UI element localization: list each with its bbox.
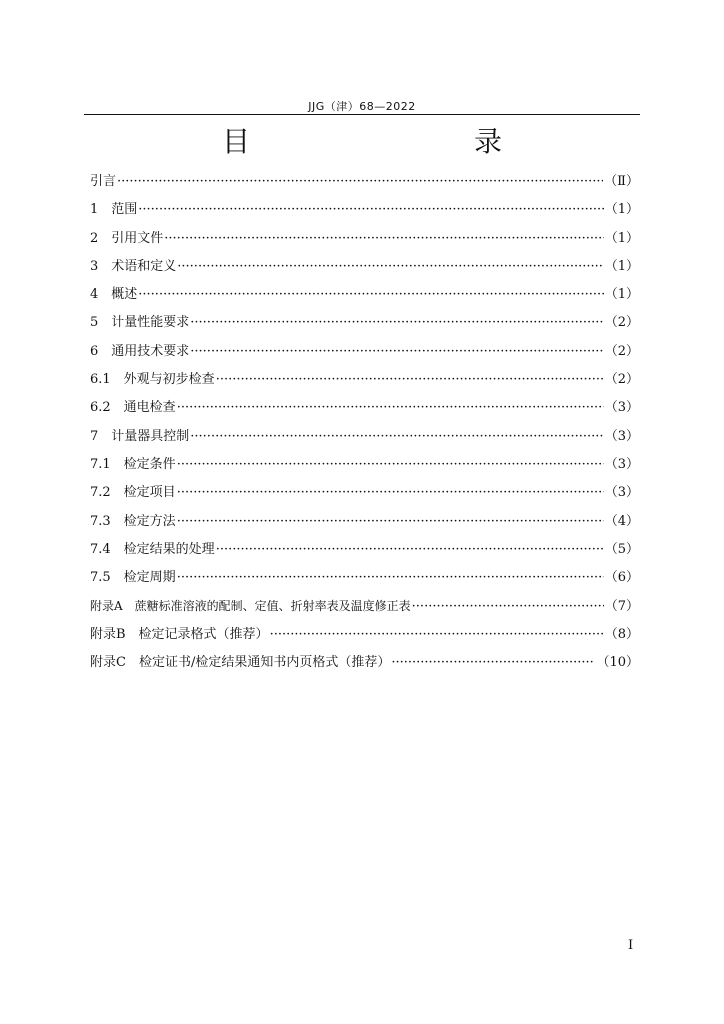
toc-entry-label: 1 范围 [90,202,138,218]
toc-leader-dots [190,338,603,366]
toc-entry-verification-conditions[interactable] [90,451,639,479]
toc-entry-page: （1） [604,230,639,246]
toc-leader-dots [216,536,604,564]
toc-entry-page: （3） [604,428,639,444]
toc-leader-dots [117,168,603,196]
toc-leader-dots [177,253,603,281]
toc-leader-dots [138,281,603,309]
toc-entry-page: （6） [604,570,639,586]
toc-entry-label: 附录C 检定证书/检定结果通知书内页格式（推荐） [90,655,391,671]
toc-entry-page: （2） [604,343,639,359]
toc-entry-label: 7.2 检定项目 [90,485,176,501]
toc-entry-page: （1） [604,202,639,218]
toc-leader-dots [177,479,604,507]
toc-entry-label: 7.3 检定方法 [90,513,176,529]
toc-leader-dots [412,593,604,621]
toc-entry-label: 6 通用技术要求 [90,343,190,359]
toc-entry-page: （Ⅱ） [604,174,639,189]
toc-entry-label: 附录B 检定记录格式（推荐） [90,626,269,642]
header-divider [84,114,640,115]
toc-entry-general-technical-requirements[interactable] [90,338,639,366]
toc-entry-page: （2） [604,372,639,388]
toc-entry-appendix-b[interactable] [90,621,639,649]
toc-entry-references[interactable] [90,225,639,253]
toc-entry-terms[interactable] [90,253,639,281]
toc-entry-label: 引言 [90,174,117,189]
toc-entry-label: 7.1 检定条件 [90,456,176,472]
toc-entry-page: （4） [604,513,639,529]
page-number: I [628,938,634,953]
toc-entry-appendix-a[interactable] [90,592,639,620]
toc-entry-page: （3） [604,456,639,472]
toc-leader-dots [177,564,604,592]
table-of-contents [90,168,639,677]
toc-leader-dots [190,309,603,337]
toc-entry-label: 4 概述 [90,287,138,303]
toc-entry-label: 6.1 外观与初步检查 [90,372,215,388]
toc-entry-metrological-requirements[interactable] [90,309,639,337]
toc-entry-verification-items[interactable] [90,479,639,507]
toc-entry-scope[interactable] [90,196,639,224]
page-title: 目 录 [221,125,558,158]
toc-entry-instrument-control[interactable] [90,423,639,451]
toc-leader-dots [190,423,603,451]
toc-entry-label: 7.5 检定周期 [90,570,176,586]
toc-entry-page: （3） [604,400,639,416]
toc-leader-dots [216,366,604,394]
toc-entry-result-handling[interactable] [90,536,639,564]
toc-entry-appearance-check[interactable] [90,366,639,394]
toc-entry-page: （7） [604,599,639,615]
toc-entry-label: 2 引用文件 [90,230,164,246]
toc-leader-dots [138,196,603,224]
toc-entry-label: 3 术语和定义 [90,258,177,274]
standard-code: JJG（津）68—2022 [308,100,416,113]
toc-entry-power-check[interactable] [90,394,639,422]
toc-entry-page: （8） [604,626,639,642]
toc-entry-label: 附录A 蔗糖标准溶液的配制、定值、折射率表及温度修正表 [90,599,411,614]
toc-entry-page: （10） [596,655,639,671]
toc-leader-dots [164,225,603,253]
toc-entry-appendix-c[interactable] [90,649,639,677]
toc-entry-label: 7.4 检定结果的处理 [90,541,215,557]
toc-entry-foreword[interactable] [90,168,639,196]
toc-leader-dots [391,649,595,677]
toc-entry-overview[interactable] [90,281,639,309]
toc-leader-dots [177,451,604,479]
toc-entry-verification-methods[interactable] [90,508,639,536]
toc-entry-label: 6.2 通电检查 [90,400,176,416]
toc-leader-dots [177,508,604,536]
toc-leader-dots [177,394,604,422]
toc-entry-verification-period[interactable] [90,564,639,592]
toc-entry-label: 5 计量性能要求 [90,315,190,331]
toc-entry-label: 7 计量器具控制 [90,428,190,444]
toc-entry-page: （2） [604,315,639,331]
toc-entry-page: （1） [604,287,639,303]
toc-leader-dots [270,621,604,649]
toc-entry-page: （3） [604,485,639,501]
toc-entry-page: （1） [604,258,639,274]
toc-entry-page: （5） [604,541,639,557]
